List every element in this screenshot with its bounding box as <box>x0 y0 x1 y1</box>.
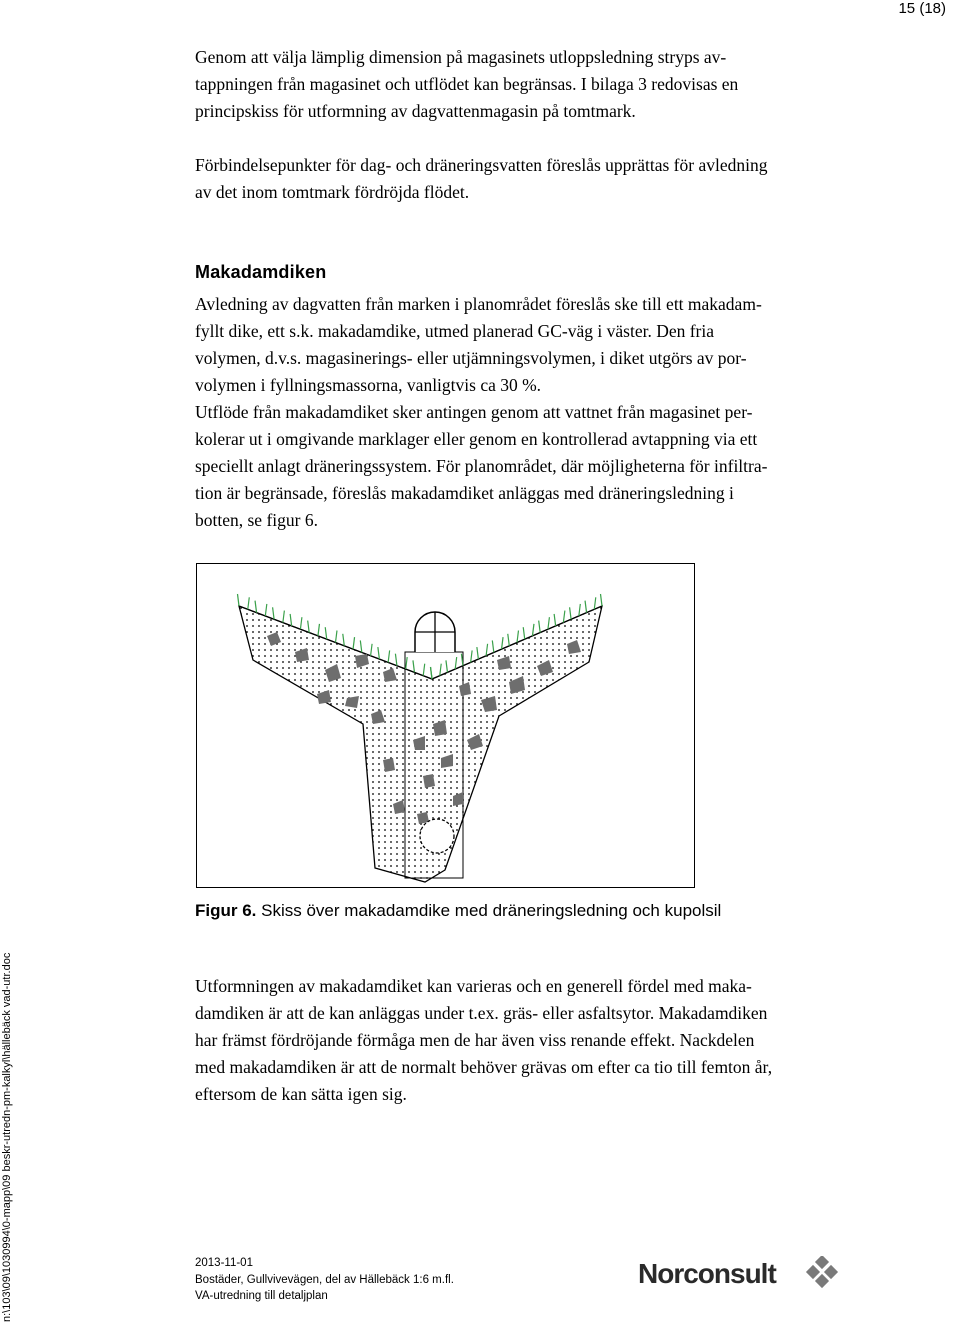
grass-blade <box>255 601 257 613</box>
grass-blade <box>248 597 250 609</box>
grass-blade <box>431 667 433 679</box>
text-line: Förbindelsepunkter för dag- och dräneringsvatten föreslås upprättas för avledning <box>195 155 768 175</box>
text-line: damdiken är att de kan anläggas under t.ex. gräs- eller asfaltsytor. Makadamdiken <box>195 1003 768 1023</box>
text-line: tion är begränsade, föreslås makadamdiket anläggas med dräneringsledning i <box>195 483 734 503</box>
grass-blade <box>388 650 390 662</box>
text-line: tappningen från magasinet och utflödet kan begränsas. I bilaga 3 redovisas en <box>195 74 739 94</box>
figure-6-sketch <box>196 563 695 888</box>
section-paragraph <box>195 291 835 534</box>
grass-blade <box>508 634 510 646</box>
text-line: Utformningen av makadamdiket kan varieras och en generell fördel med maka- <box>195 976 752 996</box>
grass-blade <box>492 640 494 652</box>
footer-date: 2013-11-01 <box>195 1257 253 1269</box>
footer <box>195 1255 454 1305</box>
text-line: med makadamdiken är att de normalt behöver grävas om efter ca tio till femton år, <box>195 1057 773 1077</box>
grass-blade <box>440 664 442 676</box>
norconsult-logo <box>638 1258 843 1298</box>
grass-blade <box>471 650 473 662</box>
text-line: botten, se figur 6. <box>195 510 318 530</box>
grass-blade <box>423 664 425 676</box>
page-number: 15 (18) <box>898 0 946 17</box>
caption-label: Figur 6. <box>195 901 257 920</box>
drainage-pipe-icon <box>420 819 454 853</box>
text-line: volymen i fyllningsmassorna, vanligtvis ca 30 %. <box>195 375 542 395</box>
grass-blade <box>579 604 581 616</box>
logo-text: Norconsult <box>638 1258 776 1289</box>
figure-caption <box>195 901 721 921</box>
grass-blade <box>548 617 550 629</box>
grass-blade <box>395 654 397 666</box>
grass-blade <box>486 644 488 656</box>
grass-blade <box>378 647 380 659</box>
logo-diamond-icon <box>804 1256 842 1294</box>
grass-blade <box>353 637 355 649</box>
text-line: fyllt dike, ett s.k. makadamdike, utmed planerad GC-väg i väster. Den fria <box>195 321 715 341</box>
closing-paragraph <box>195 973 835 1108</box>
grass-blade <box>318 624 320 636</box>
section-heading: Makadamdiken <box>195 262 327 282</box>
footer-project: Bostäder, Gullvivevägen, del av Hällebäck 1:6 m.fl. <box>195 1273 454 1286</box>
grass-blade <box>273 607 275 619</box>
text-line: Utflöde från makadamdiket sker antingen genom att vattnet från magasinet per- <box>195 402 753 422</box>
text-line: Avledning av dagvatten från marken i planområdet föreslås ske till ett makadam- <box>195 294 762 314</box>
grass-blade <box>477 647 479 659</box>
text-line: kolerar ut i omgivande marklager eller genom en kontrollerad avtappning via ett <box>195 429 758 449</box>
grass-blade <box>265 604 267 616</box>
grass-blade <box>371 644 373 656</box>
dome-sill-icon <box>415 612 455 652</box>
grass-blade <box>570 607 572 619</box>
grass-blade <box>336 631 338 643</box>
grass-blade <box>502 637 504 649</box>
text-line: Genom att välja lämplig dimension på magasinets utloppsledning stryps av- <box>195 47 727 67</box>
grass-blade <box>446 660 448 672</box>
text-line: volymen, d.v.s. magasinerings- eller utjämningsvolymen, i diket utgörs av por- <box>195 348 747 368</box>
grass-blade <box>406 657 408 669</box>
caption-text: Skiss över makadamdike med dräneringsledning och kupolsil <box>256 901 722 920</box>
grass-blade <box>325 627 327 639</box>
footer-doc-type: VA-utredning till detaljplan <box>195 1290 328 1302</box>
file-path-margin: n:\103\09\1030994\0-mapp\09 beskr-utredn-pm-kalkyl\hällebäck vad-utr.doc <box>1 952 13 1322</box>
grass-blade <box>517 631 519 643</box>
text-line: av det inom tomtmark fördröjda flödet. <box>195 182 470 202</box>
grass-blade <box>360 640 362 652</box>
intro-paragraph-1 <box>195 44 835 125</box>
intro-paragraph-2 <box>195 152 835 206</box>
grass-blade <box>523 627 525 639</box>
text-line: speciellt anlagt dräneringssystem. För planområdet, där möjligheterna för infiltra- <box>195 456 768 476</box>
text-line: har främst fördröjande förmåga men de har även viss renande effekt. Nackdelen <box>195 1030 755 1050</box>
grass-blade <box>532 624 534 636</box>
grass-blade <box>455 657 457 669</box>
ditch-cross-section-drawing <box>197 564 693 886</box>
grass-blade <box>308 621 310 633</box>
grass-blade <box>238 594 240 606</box>
grass-blade <box>283 611 285 623</box>
grass-blade <box>413 660 415 672</box>
grass-blade <box>563 611 565 623</box>
grass-blade <box>539 621 541 633</box>
grass-blade <box>290 614 292 626</box>
grass-blade <box>601 594 603 606</box>
grass-blade <box>554 614 556 626</box>
text-line: principskiss för utformning av dagvattenmagasin på tomtmark. <box>195 101 636 121</box>
text-line: eftersom de kan sätta igen sig. <box>195 1084 407 1104</box>
grass-blade <box>343 634 345 646</box>
grass-blade <box>585 601 587 613</box>
grass-blade <box>594 597 596 609</box>
grass-blade <box>300 617 302 629</box>
